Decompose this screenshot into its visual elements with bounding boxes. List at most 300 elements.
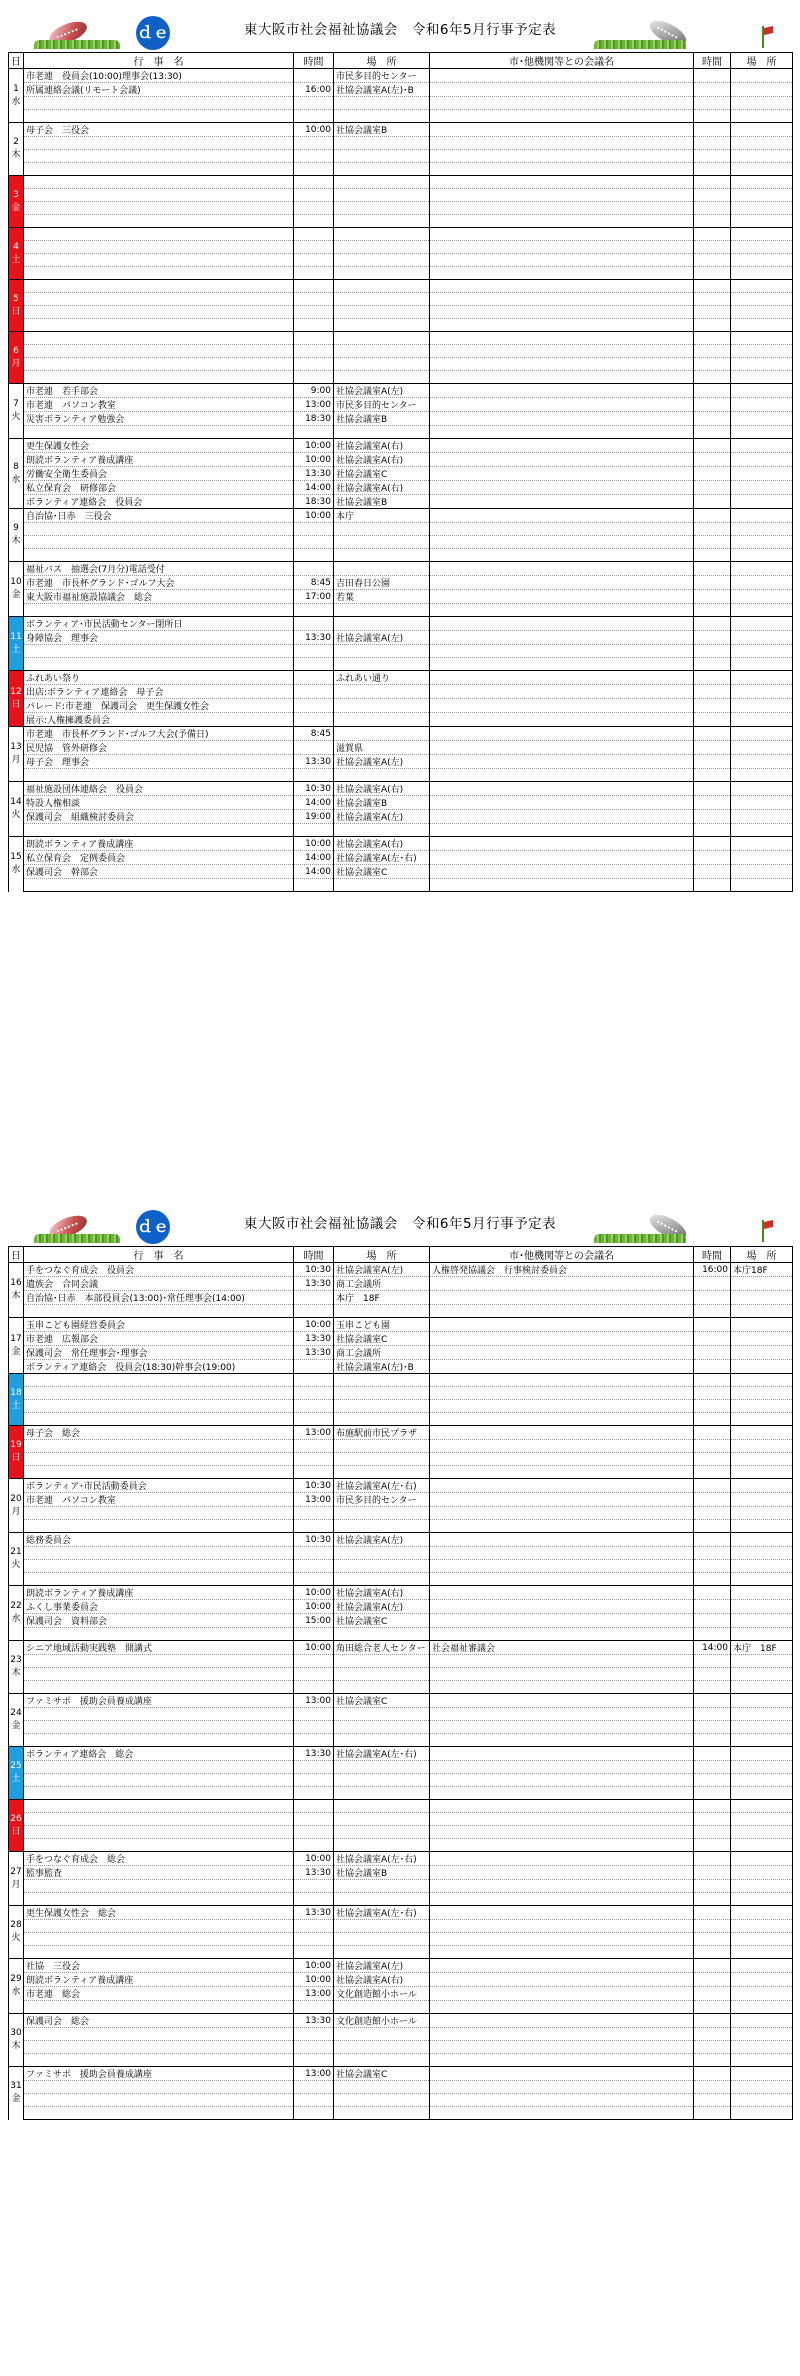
external-event-name: [430, 1507, 694, 1520]
event-place: [334, 1573, 430, 1586]
external-event-time: [694, 332, 731, 345]
external-event-name: [430, 549, 694, 562]
table-row: [9, 699, 793, 713]
external-event-name: [430, 426, 694, 439]
external-event-place: [731, 727, 793, 741]
event-place: [334, 1440, 430, 1453]
day-number: 6: [13, 345, 19, 356]
external-event-name: [430, 1520, 694, 1533]
event-place: [334, 267, 430, 280]
event-time: [294, 1547, 334, 1560]
event-place: 社協会議室C: [334, 1614, 430, 1628]
event-place: 社協会議室C: [334, 1694, 430, 1708]
event-time: [294, 345, 334, 358]
table-row: [9, 824, 793, 837]
table-row: [9, 453, 793, 467]
event-name: 朗読ボランティア養成講座: [24, 1973, 294, 1987]
external-event-name: [430, 306, 694, 319]
table-row: [9, 358, 793, 371]
event-time: [294, 741, 334, 755]
event-place: [334, 1681, 430, 1694]
external-event-name: [430, 1440, 694, 1453]
day-of-week: 日: [11, 1453, 21, 1463]
external-event-place: [731, 562, 793, 576]
event-place: [334, 215, 430, 228]
event-time: [294, 769, 334, 782]
event-name: [24, 2001, 294, 2014]
external-event-place: [731, 254, 793, 267]
external-event-place: [731, 576, 793, 590]
external-event-name: [430, 2014, 694, 2028]
table-header-row: [9, 1247, 793, 1263]
table-row: [9, 189, 793, 202]
external-event-name: [430, 254, 694, 267]
external-event-place: [731, 1987, 793, 2001]
event-place: [334, 549, 430, 562]
table-row: [9, 345, 793, 358]
event-place: 社協会議室A(左･右): [334, 1852, 430, 1866]
external-event-place: [731, 163, 793, 176]
event-time: 9:00: [294, 384, 334, 398]
table-row: [9, 671, 793, 685]
event-place: 布施駅前市民プラザ: [334, 1426, 430, 1440]
external-event-time: [694, 439, 731, 453]
external-event-time: [694, 685, 731, 699]
table-row: [9, 481, 793, 495]
event-time: [294, 604, 334, 617]
day-number: 21: [10, 1547, 22, 1557]
table-row: [9, 1933, 793, 1946]
external-event-place: [731, 1440, 793, 1453]
day-of-week: 木: [11, 1668, 21, 1678]
event-place: [334, 280, 430, 293]
table-row: [9, 1466, 793, 1479]
external-event-time: [694, 254, 731, 267]
event-time: [294, 371, 334, 384]
external-event-place: [731, 1547, 793, 1560]
external-event-place: [731, 1708, 793, 1721]
external-event-time: [694, 69, 731, 83]
external-event-place: 本庁18F: [731, 1263, 793, 1277]
event-time: [294, 319, 334, 332]
external-event-time: [694, 1291, 731, 1305]
external-place-header: 場 所: [731, 53, 793, 69]
external-event-time: [694, 1277, 731, 1291]
external-event-time: [694, 2067, 731, 2081]
table-row: [9, 1668, 793, 1681]
event-time: 10:30: [294, 1479, 334, 1493]
event-time: 10:00: [294, 123, 334, 137]
event-name: 手をつなぐ育成会 役員会: [24, 1263, 294, 1277]
external-event-name: [430, 1547, 694, 1560]
event-place: 社協会議室A(左): [334, 1533, 430, 1547]
external-event-time: [694, 1959, 731, 1973]
event-place: [334, 150, 430, 163]
event-time: 13:30: [294, 1277, 334, 1291]
table-row: [9, 1400, 793, 1413]
event-place: 社協会議室A(左)･B: [334, 1360, 430, 1374]
event-name: [24, 1400, 294, 1413]
day-cell: [9, 1800, 24, 1852]
event-name: [24, 97, 294, 110]
sheet-header: [8, 2, 792, 52]
external-event-time: [694, 495, 731, 509]
event-place: 社協会議室A(右): [334, 837, 430, 851]
event-name: [24, 536, 294, 549]
external-event-time: [694, 1708, 731, 1721]
event-time: 16:00: [294, 83, 334, 97]
table-row: [9, 1305, 793, 1318]
external-event-place: [731, 1387, 793, 1400]
external-event-header: 市･他機関等との会議名: [430, 53, 694, 69]
table-row: [9, 426, 793, 439]
event-place: 社協会議室A(左): [334, 1263, 430, 1277]
table-row: [9, 1987, 793, 2001]
table-row: [9, 1628, 793, 1641]
event-name: [24, 1520, 294, 1533]
external-event-place: [731, 319, 793, 332]
external-event-time: [694, 1852, 731, 1866]
event-name: ファミサポ 援助会員養成講座: [24, 1694, 294, 1708]
event-place: 社協会議室A(左): [334, 1600, 430, 1614]
event-name: 展示:人権擁護委員会: [24, 713, 294, 727]
event-place: 滋賀県: [334, 741, 430, 755]
external-event-place: [731, 782, 793, 796]
day-number: 22: [10, 1601, 22, 1611]
event-time: 10:00: [294, 453, 334, 467]
external-event-place: [731, 1668, 793, 1681]
table-row: [9, 865, 793, 879]
event-time: [294, 1305, 334, 1318]
external-event-time: [694, 851, 731, 865]
day-number: 2: [13, 137, 19, 147]
external-event-time: [694, 215, 731, 228]
grass-decoration: [34, 1234, 120, 1243]
event-time: [294, 2081, 334, 2094]
external-event-name: [430, 2054, 694, 2067]
day-cell: [9, 837, 24, 892]
external-event-place: [731, 1973, 793, 1987]
external-event-name: [430, 1360, 694, 1374]
day-cell: [9, 562, 24, 617]
event-time: [294, 202, 334, 215]
day-number: 30: [10, 2028, 22, 2038]
event-name: [24, 549, 294, 562]
event-place: 社協会議室A(右): [334, 439, 430, 453]
external-event-time: [694, 576, 731, 590]
event-time: [294, 280, 334, 293]
event-place: [334, 2094, 430, 2107]
day-of-week: 火: [11, 1560, 21, 1570]
external-event-time: [694, 412, 731, 426]
event-place: [334, 523, 430, 536]
day-cell: [9, 332, 24, 384]
external-event-place: [731, 1880, 793, 1893]
event-time: 14:00: [294, 481, 334, 495]
event-name: ボランティア連絡会 役員会(18:30)幹事会(19:00): [24, 1360, 294, 1374]
table-row: [9, 1479, 793, 1493]
event-place: [334, 685, 430, 699]
external-event-place: [731, 1800, 793, 1813]
event-place: [334, 293, 430, 306]
table-row: [9, 439, 793, 453]
external-event-place: [731, 398, 793, 412]
external-event-place: [731, 467, 793, 481]
external-event-place: [731, 1426, 793, 1440]
external-event-place: [731, 1787, 793, 1800]
table-row: [9, 1787, 793, 1800]
day-of-week: 水: [11, 474, 21, 485]
event-name: [24, 2028, 294, 2041]
day-number: 9: [13, 523, 19, 533]
event-name: [24, 1387, 294, 1400]
external-event-place: [731, 1946, 793, 1959]
event-place: [334, 1708, 430, 1721]
table-row: [9, 1332, 793, 1346]
event-name: [24, 1507, 294, 1520]
event-name: 災害ボランティア勉強会: [24, 412, 294, 426]
event-name: [24, 1893, 294, 1906]
table-row: [9, 1641, 793, 1655]
table-row: [9, 280, 793, 293]
external-event-place: [731, 241, 793, 254]
day-number: 12: [10, 686, 22, 697]
table-row: [9, 1959, 793, 1973]
external-event-name: [430, 1880, 694, 1893]
external-event-time: [694, 1426, 731, 1440]
day-cell: [9, 176, 24, 228]
external-event-name: [430, 1920, 694, 1933]
external-event-name: [430, 1747, 694, 1761]
event-place: [334, 562, 430, 576]
external-event-place: [731, 69, 793, 83]
event-place: 社協会議室A(左): [334, 631, 430, 645]
event-place: [334, 1547, 430, 1560]
day-cell: [9, 2014, 24, 2067]
table-row: [9, 467, 793, 481]
external-event-time: [694, 2028, 731, 2041]
external-event-name: [430, 1586, 694, 1600]
event-time: [294, 1668, 334, 1681]
event-name: [24, 1826, 294, 1839]
event-time: [294, 358, 334, 371]
event-place: 社協会議室A(右): [334, 1973, 430, 1987]
event-time: [294, 306, 334, 319]
external-event-place: [731, 2054, 793, 2067]
external-event-name: [430, 1826, 694, 1839]
external-event-place: [731, 267, 793, 280]
event-name: [24, 228, 294, 241]
external-event-place: [731, 1560, 793, 1573]
external-event-place: [731, 150, 793, 163]
table-row: [9, 1893, 793, 1906]
event-place: [334, 1628, 430, 1641]
external-event-place: [731, 1614, 793, 1628]
event-time: 10:00: [294, 1600, 334, 1614]
external-event-name: [430, 1721, 694, 1734]
external-event-place: [731, 1332, 793, 1346]
external-event-time: [694, 110, 731, 123]
event-place: 社協会議室C: [334, 2067, 430, 2081]
day-of-week: 月: [11, 1879, 21, 1890]
table-row: [9, 755, 793, 769]
event-time: 10:00: [294, 837, 334, 851]
event-place: [334, 306, 430, 319]
external-event-name: [430, 523, 694, 536]
event-time: 13:30: [294, 2014, 334, 2028]
external-event-name: 社会福祉審議会: [430, 1641, 694, 1655]
external-event-name: [430, 1655, 694, 1668]
event-time: [294, 536, 334, 549]
table-row: [9, 1761, 793, 1774]
day-number: 18: [10, 1387, 22, 1398]
day-cell: [9, 280, 24, 332]
event-place: [334, 189, 430, 202]
external-event-name: [430, 1305, 694, 1318]
event-time: [294, 685, 334, 699]
external-event-time: [694, 1374, 731, 1387]
day-number: 29: [10, 1974, 22, 1984]
external-event-place: [731, 97, 793, 110]
event-place: 社協会議室A(左･右): [334, 1906, 430, 1920]
external-event-name: [430, 1600, 694, 1614]
table-row: [9, 727, 793, 741]
day-cell: [9, 1374, 24, 1426]
event-time: 13:30: [294, 467, 334, 481]
external-event-name: [430, 796, 694, 810]
external-event-time: [694, 2081, 731, 2094]
external-event-name: [430, 1839, 694, 1852]
external-event-time: [694, 1655, 731, 1668]
day-number: 17: [10, 1333, 22, 1344]
event-name: 朗読ボランティア養成講座: [24, 837, 294, 851]
external-event-name: [430, 1800, 694, 1813]
external-event-time: [694, 1413, 731, 1426]
table-row: [9, 685, 793, 699]
event-time: [294, 1800, 334, 1813]
table-row: [9, 163, 793, 176]
external-event-place: [731, 1466, 793, 1479]
external-event-name: [430, 453, 694, 467]
day-of-week: 火: [11, 1933, 21, 1943]
external-event-place: [731, 481, 793, 495]
day-header: 日: [9, 53, 24, 69]
external-event-place: [731, 412, 793, 426]
table-row: [9, 69, 793, 83]
day-of-week: 金: [11, 202, 21, 213]
event-name: [24, 523, 294, 536]
external-event-time: [694, 2094, 731, 2107]
external-event-time: [694, 824, 731, 837]
event-time: 10:00: [294, 509, 334, 523]
external-place-header: 場 所: [731, 1247, 793, 1263]
external-event-place: [731, 439, 793, 453]
event-name: 福祉施設団体連絡会 役員会: [24, 782, 294, 796]
event-name: 市老連 パソコン教室: [24, 398, 294, 412]
table-row: [9, 332, 793, 345]
event-name: 更生保護女性会: [24, 439, 294, 453]
external-event-name: [430, 345, 694, 358]
event-name: [24, 645, 294, 658]
event-name: [24, 1946, 294, 1959]
event-place: [334, 1520, 430, 1533]
table-row: [9, 306, 793, 319]
external-event-time: [694, 590, 731, 604]
external-event-place: [731, 1959, 793, 1973]
external-event-time: [694, 1520, 731, 1533]
table-row: [9, 631, 793, 645]
day-of-week: 土: [11, 254, 21, 265]
external-event-name: [430, 1466, 694, 1479]
day-cell: [9, 1747, 24, 1800]
external-event-name: [430, 2028, 694, 2041]
event-name: [24, 1668, 294, 1681]
table-row: [9, 645, 793, 658]
event-name: 福祉バス 抽選会(7月分)電話受付: [24, 562, 294, 576]
external-event-name: [430, 1387, 694, 1400]
event-time: 13:00: [294, 1426, 334, 1440]
table-row: [9, 215, 793, 228]
event-place: 社協会議室B: [334, 495, 430, 509]
event-name: [24, 1440, 294, 1453]
event-name: 朗読ボランティア養成講座: [24, 1586, 294, 1600]
event-name: 母子会 理事会: [24, 755, 294, 769]
external-event-name: [430, 110, 694, 123]
event-place: 市民多目的センター: [334, 1493, 430, 1507]
event-time: [294, 1387, 334, 1400]
event-name: [24, 371, 294, 384]
event-time: 19:00: [294, 810, 334, 824]
event-time: [294, 241, 334, 254]
external-event-place: [731, 1600, 793, 1614]
event-place: 角田総合老人センター: [334, 1641, 430, 1655]
table-row: [9, 1880, 793, 1893]
day-number: 15: [10, 852, 22, 863]
external-event-name: [430, 1479, 694, 1493]
event-name: 市老連 市長杯グランド･ゴルフ大会: [24, 576, 294, 590]
external-event-name: [430, 509, 694, 523]
external-event-place: [731, 741, 793, 755]
event-time: [294, 426, 334, 439]
day-number: 26: [10, 1813, 22, 1824]
external-event-name: [430, 1694, 694, 1708]
external-event-name: [430, 645, 694, 658]
event-place: [334, 2081, 430, 2094]
event-place: [334, 1387, 430, 1400]
event-time: [294, 1933, 334, 1946]
day-number: 23: [10, 1655, 22, 1665]
external-event-time: [694, 782, 731, 796]
event-place: [334, 1893, 430, 1906]
external-event-time: [694, 1614, 731, 1628]
external-event-time: [694, 1866, 731, 1880]
event-time: [294, 2041, 334, 2054]
event-place: 市民多目的センター: [334, 69, 430, 83]
event-name: [24, 358, 294, 371]
event-time: [294, 1440, 334, 1453]
external-event-place: [731, 1360, 793, 1374]
day-number: 1: [13, 83, 19, 94]
table-row: [9, 713, 793, 727]
event-time: [294, 1400, 334, 1413]
event-time: [294, 1291, 334, 1305]
table-row: [9, 1681, 793, 1694]
external-event-place: [731, 1305, 793, 1318]
event-header: 行 事 名: [24, 53, 294, 69]
event-time: 10:30: [294, 782, 334, 796]
external-event-time: [694, 1906, 731, 1920]
external-event-name: [430, 1734, 694, 1747]
